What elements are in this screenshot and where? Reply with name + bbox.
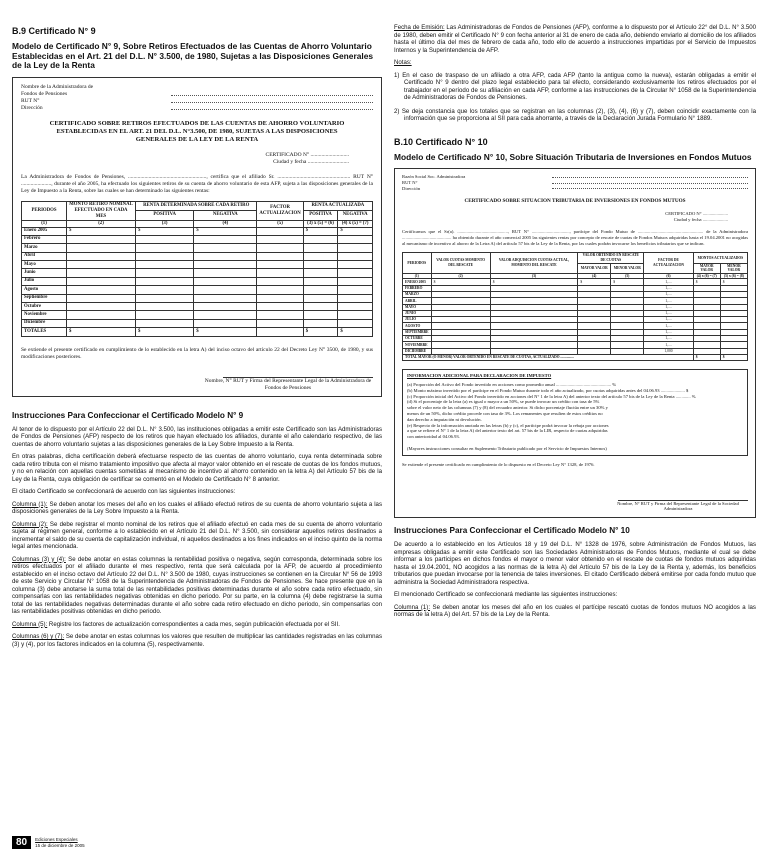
section-label-b9: B.9 Certificado N° 9 [12, 26, 96, 36]
value-cell: $ [578, 279, 611, 285]
value-cell [136, 235, 194, 243]
period-cell: OCTUBRE [403, 336, 432, 342]
th-col-num: (4) [194, 220, 257, 227]
cert10-intro: Certificamos que el Sr(a). ............................................, RUT N° ................................., partícipe del Fondo Mutuo de ......................................................... de la Administradora ........................................... ha obtenido durante el año comercial 2005 las siguientes rentas por concepto de rescate de cuotas de Fondos Mutuos adquiridas hasta el 19.04.2001 no acogidas al mecanismo de incentivo al ahorro de la Letra A) del artículo 57 bis de la Ley de la Renta, por las cuales podrán invocarse los beneficios tributarios que se indican. [402, 228, 748, 246]
instr10-paragraph: De acuerdo a lo establecido en los Artículos 18 y 19 del D.L. N° 1328 de 1976, sobre Administración de Fondos Mutuos, las empresas obligadas a emitir este Certificado son las Sociedades Administradoras de Fondos Mutuos, mediante el cual se debe informar a los partícipes en dichos fondos el mayor o menor valor obtenido en el rescate de cuotas de fondos mutuos adquiridas hasta el 19.04.2001, NO acogidos a las normas de la letra A) del Artículo 57 bis de la Ley de la Renta y, además, los beneficios tributarios que puedan invocarse por la tenencia de tales inversiones. El citado Certificado deberá emitirse por cada fondo mutuo que administra la Sociedad Administradora respectiva. [394, 541, 756, 586]
value-cell [257, 319, 303, 327]
cert9-closing: Se extiende el presente certificado en cumplimiento de lo establecido en la letra A) del inciso octavo del artículo 22 del Decreto Ley N° 3500, de 1980, y sus modificaciones posteriores. [21, 346, 373, 360]
value-cell [338, 286, 373, 294]
instr9-column-1: Columna (1): Se deben anotar los meses del año en los cuales el afiliado efectuó retiros de su cuenta de ahorro voluntario sujeta a las disposiciones generales de la Ley Sobre Impuesto a la Renta. [12, 500, 382, 516]
table-row [22, 269, 373, 277]
th-col-num: (5) [257, 220, 303, 227]
totals-row [22, 328, 373, 336]
th-col-num: (5) x (6) = (8) [720, 273, 747, 279]
value-cell [338, 277, 373, 285]
th-mayor-act: MAYOR VALOR [693, 263, 720, 273]
value-cell: $ [720, 279, 747, 285]
instructions-title-10: Instrucciones Para Confeccionar el Certificado Modelo N° 10 [394, 526, 630, 536]
value-cell [303, 319, 338, 327]
value-cell [67, 252, 136, 260]
cert9-fields [21, 84, 373, 112]
additional-info-item: (a) Proporción del Activo del Fondo invertido en acciones como promedio anual ................................................ % [407, 382, 617, 387]
factor-cell: 1,000 [644, 348, 693, 354]
cert9-title: CERTIFICADO SOBRE RETIROS EFECTUADOS DE LAS CUENTAS DE AHORRO VOLUNTARIO ESTABLECIDAS EN EL ART. 21 DEL D.L. N°3.500, DE 1980, SUJETAS A LAS DISPOSICIONES GENERALES DE LA LEY DE LA RENTA [49, 119, 345, 143]
instr9-column-5: Columna (5): Registre los factores de actualización correspondientes a cada mes, según publicación efectuada por el SII. [12, 620, 340, 628]
th-col-num: (5) [611, 273, 644, 279]
notas-label: Notas: [394, 59, 412, 66]
value-cell [194, 277, 257, 285]
cert9-signature: Nombre, N° RUT y Firma del Representante Legal de la Administradora de Fondos de Pensiones [204, 377, 372, 391]
page-footer [12, 836, 85, 849]
value-cell [136, 261, 194, 269]
certificate-9-box [12, 77, 382, 397]
value-cell [136, 244, 194, 252]
period-cell: NOVIEMBRE [403, 342, 432, 348]
table-row [22, 311, 373, 319]
value-cell [67, 319, 136, 327]
additional-info-item: (b) Monto máximo invertido por el partícipe en el Fondo Mutuo durante todo el año actualizado, por cuotas adquiridas antes del 04.06.93 ..................... $ [407, 387, 689, 393]
period-cell: Agosto [22, 286, 67, 294]
period-cell: Abril [22, 252, 67, 260]
th-col-num: (1) [22, 220, 67, 227]
cert10-title: CERTIFICADO SOBRE SITUACION TRIBUTARIA DE INVERSIONES EN FONDOS MUTUOS [464, 198, 686, 205]
factor-cell: 1,.... [644, 285, 693, 291]
th-periodos: PERIODOS [22, 201, 67, 220]
value-cell [338, 294, 373, 302]
totals-label: TOTALES [22, 328, 67, 336]
th-montos: MONTOS ACTUALIZADOS [693, 253, 747, 263]
instr10-paragraph: El mencionado Certificado se confeccionará mediante las siguientes instrucciones: [394, 591, 618, 599]
th-menor: MENOR VALOR [611, 263, 644, 273]
value-cell [136, 303, 194, 311]
factor-cell: 1,.... [644, 304, 693, 310]
th-factor: FACTOR DE ACTUALIZACION [644, 253, 693, 273]
factor-cell: 1,.... [644, 323, 693, 329]
total-cell: $ [194, 328, 257, 336]
instr9-column-2: Columna (2): Se debe registrar el monto nominal de los retiros que el afiliado efectuó en cada mes de su cuenta de ahorro voluntario sujeta al régimen general, conforme a lo establecido en el Artículo 21 del D.L. N° 3.500, sin considerar aquellos retiros destinados a incrementar el saldo de su cuenta de capitalización individual, ni aquellos destinados a los fines indicados en el inciso quinto de la norma legal antes mencionada. [12, 520, 382, 551]
value-cell [257, 294, 303, 302]
value-cell [303, 269, 338, 277]
right-column [394, 18, 756, 624]
value-cell: $ [67, 227, 136, 235]
period-cell: Mayo [22, 261, 67, 269]
additional-info-title: INFORMACION ADICIONAL PARA DECLARACION DE IMPUESTO [407, 373, 552, 379]
cert9-number: CERTIFICADO N° ............................ [265, 151, 349, 158]
factor-cell: 1,.... [644, 279, 693, 285]
factor-cell: 1,.... [644, 317, 693, 323]
table-row [22, 261, 373, 269]
additional-info-item: (d) Si el porcentaje de la letra (a) es igual o mayor a un 50%, se puede invocar un crédito con tasa de 5% sobre el valor neto de las columnas (7) y (8) del recuadro anterior. Si dicho porcentaje fluctúa entre un 30% y menos de un 50%, dicho crédito procede con tasa de 3%. Los remanentes que resulten de estos créditos no dan derecho a imputación ni devolución. [407, 399, 608, 422]
value-cell [338, 244, 373, 252]
period-cell: JULIO [403, 317, 432, 323]
publication-name: Ediciones Especiales [35, 837, 78, 843]
instr9-paragraph: El citado Certificado se confeccionará de acuerdo con las siguientes instrucciones: [12, 488, 236, 496]
withdrawals-table [21, 201, 373, 337]
table-row [22, 286, 373, 294]
field-label: Dirección [21, 104, 43, 111]
table-row [22, 252, 373, 260]
value-cell [257, 261, 303, 269]
th-col-num: (1) [403, 273, 432, 279]
th-positiva: POSITIVA [136, 211, 194, 221]
value-cell [338, 261, 373, 269]
value-cell [194, 319, 257, 327]
th-col-num: (4) x (6) = (7) [693, 273, 720, 279]
fund-rescue-table [402, 252, 748, 361]
page-number: 80 [12, 836, 31, 849]
th-negativa: NEGATIVA [194, 211, 257, 221]
period-cell: Septiembre [22, 294, 67, 302]
notes-list [394, 72, 756, 123]
cert10-closing: Se extiende el presente certificado en cumplimiento de lo dispuesto en el Decreto Ley N° 1328, de 1976. [402, 461, 595, 467]
period-cell: DICIEMBRE [403, 348, 432, 354]
value-cell [67, 244, 136, 252]
value-cell [257, 303, 303, 311]
value-cell [303, 294, 338, 302]
value-cell [257, 252, 303, 260]
model-title-10: Modelo de Certificado N° 10, Sobre Situación Tributaria de Inversiones en Fondos Mutuos [394, 151, 752, 162]
instr9-column-6-7: Columnas (6) y (7): Se debe anotar en estas columnas los valores que resulten de multiplicar las cantidades registradas en las columnas (3) y (4), por los factores indicados en la columna (5), respectivamente. [12, 633, 382, 648]
instr9-paragraph: Al tenor de lo dispuesto por el Artículo 22 del D.L. N° 3.500, las instituciones obligadas a emitir este Certificado son las Administradoras de Fondos de Pensiones (AFP) respecto de los retiros que hayan efectuado los afiliados, durante el año calendario respectivo, de las cuentas de ahorro voluntario sujetas a las disposiciones generales de la Ley Sobre Impuesto a la Renta. [12, 425, 382, 448]
field-label: Fondos de Pensiones [21, 90, 68, 97]
th-negativa: NEGATIVA [338, 211, 373, 221]
value-cell [303, 303, 338, 311]
field-label: Dirección [402, 185, 421, 191]
value-cell [136, 252, 194, 260]
value-cell [67, 311, 136, 319]
value-cell: $ [194, 227, 257, 235]
value-cell [257, 235, 303, 243]
instructions-title-9: Instrucciones Para Confeccionar el Certificado Modelo N° 9 [12, 410, 244, 420]
value-cell [338, 303, 373, 311]
additional-info-item: (e) Respecto de la información anotada en las letras (b) y (c), el partícipe podrá invocar la rebaja por acciones a que se refiere el N° 1 de la letra A) del anterior texto del art. 57 bis de la LIR, respecto de cuotas adquiridas con anterioridad al 04.06.93. [407, 422, 609, 440]
cert9-date: Ciudad y fecha .............................. [273, 158, 349, 165]
total-cell [257, 328, 303, 336]
th-col-num: (6) [644, 273, 693, 279]
th-mayor: MAYOR VALOR [578, 263, 611, 273]
factor-cell: 1,.... [644, 291, 693, 297]
value-cell: $ [136, 227, 194, 235]
th-positiva: POSITIVA [303, 211, 338, 221]
period-cell: ENERO 2005 [403, 279, 432, 285]
value-cell [194, 311, 257, 319]
th-renta: RENTA DETERMINADA SOBRE CADA RETIRO [136, 201, 257, 211]
th-monto: MONTO RETIRO NOMINAL EFECTUADO EN CADA MES [67, 201, 136, 220]
total-cell: $ [303, 328, 338, 336]
value-cell [136, 311, 194, 319]
total-cell: $ [67, 328, 136, 336]
value-cell [194, 294, 257, 302]
value-cell: $ [490, 279, 578, 285]
value-cell: $ [693, 279, 720, 285]
value-cell [257, 286, 303, 294]
table-row [22, 294, 373, 302]
additional-info-note: (Mayores instrucciones consultar en Suplemento Tributario publicado por el Servicio de Impuestos Internos) [407, 445, 607, 451]
left-column [12, 18, 382, 653]
factor-cell: 1,.... [644, 298, 693, 304]
period-cell: Noviembre [22, 311, 67, 319]
value-cell [257, 227, 303, 235]
th-col-num: (3) x (5) = (6) [303, 220, 338, 227]
table-row [22, 227, 373, 235]
value-cell [136, 269, 194, 277]
period-cell: Junio [22, 269, 67, 277]
additional-info-item: (c) Proporción inicial del Activo del Fondo invertido en acciones del N° 1 de la letra A) del anterior texto del artículo 57 bis de la Ley de la Renta ............. % [407, 393, 696, 399]
period-cell: Marzo [22, 244, 67, 252]
value-cell [257, 244, 303, 252]
period-cell: Enero 2005 [22, 227, 67, 235]
value-cell [67, 235, 136, 243]
withdrawals-table-body [22, 227, 373, 336]
period-cell: ABRIL [403, 298, 432, 304]
th-col-num: (3) [136, 220, 194, 227]
value-cell [136, 319, 194, 327]
value-cell [194, 303, 257, 311]
table-row [22, 319, 373, 327]
instr9-column-3-4: Columnas (3) y (4): Se debe anotar en estas columnas la rentabilidad positiva o negativa, según corresponda, determinada sobre los retiros efectuados por el afiliado durante el mes respectivo, renta que será calculada por la AFP, de acuerdo al procedimiento establecido en el inciso octavo del Artículo 22 del D.L. N° 3.500 de 1980, cuyas instrucciones se contienen en la Circular N° 56 de 1993 de este Servicio y Circular N° 1058 de la Superintendencia de Administradoras de Fondos de Pensiones. Se hace presente que en la columna (3) debe anotarse la suma total de las rentabilidades positivas determinadas durante el año sobre cada retiro efectuado, sin compensarlas con las rentabilidades negativas obtenidas en dicho periodo. Por su parte, en la columna (4) debe registrarse la suma total de las rentabilidades negativas determinadas durante el año sobre cada retiro efectuado en dicho periodo, sin compensarlas con las rentabilidades positivas obtenidas en dicho periodo. [12, 555, 382, 616]
certificate-10-box [394, 168, 756, 518]
period-cell: Julio [22, 277, 67, 285]
value-cell [194, 261, 257, 269]
model-title-9: Modelo de Certificado N° 9, Sobre Retiros Efectuados de las Cuentas de Ahorro Voluntario Establecidas en el Art. 21 del D.L. N° 3.500, de 1980, Sujetas a las Disposiciones Generales de la Ley de la Renta [12, 41, 374, 70]
section-label-b10: B.10 Certificado N° 10 [394, 136, 488, 147]
period-cell: MARZO [403, 291, 432, 297]
table-row [22, 277, 373, 285]
total-cell: $ [693, 354, 720, 360]
factor-cell: 1,.... [644, 329, 693, 335]
th-valor-adq: VALOR ADQUISICION CUOTAS ACTUAL, MOMENTO DEL RESCATE [490, 253, 578, 273]
period-cell: MAYO [403, 304, 432, 310]
value-cell: $ [431, 279, 490, 285]
value-cell [338, 269, 373, 277]
value-cell [303, 252, 338, 260]
value-cell [67, 303, 136, 311]
value-cell [136, 286, 194, 294]
instr9-paragraph: En otras palabras, dicha certificación deberá efectuarse respecto de las cuentas de ahorro voluntario, cuya renta determinada sobre cada retiro tributa con el mismo tratamiento impositivo que afecta al mayor valor obtenido en el rescate de cuotas de los fondos mutuos, y no en relación con aquellas cuentas sometidas al mecanismo de incentivo al ahorro contenido en la letra A) del Artículo 57 bis de la Ley de la Renta, cuya obligación de certificar se comentó en el Modelo de Certificado N° 8 anterior. [12, 453, 382, 483]
publication-date: 15 de diciembre de 2005 [35, 842, 85, 848]
period-cell: Febrero [22, 235, 67, 243]
period-cell: Octubre [22, 303, 67, 311]
value-cell [67, 286, 136, 294]
value-cell [303, 244, 338, 252]
field-label: RUT N° [21, 97, 40, 104]
table-row [22, 244, 373, 252]
value-cell [338, 311, 373, 319]
totals-row [403, 354, 748, 360]
th-col-num: (4) [578, 273, 611, 279]
value-cell [257, 277, 303, 285]
total-cell: $ [136, 328, 194, 336]
value-cell [338, 319, 373, 327]
th-menor-act: MENOR VALOR [720, 263, 747, 273]
th-factor: FACTOR ACTUALIZACION [257, 201, 303, 220]
fecha-emision: Fecha de Emisión: Las Administradoras de Fondos de Pensiones (AFP), conforme a lo dispuesto por el Artículo 22° del D.L. N° 3.500 de 1980, deben emitir el Certificado N° 9 con fecha anterior al 31 de enero de cada año, debiendo enviarlo al domicilio de los afiliados hasta el último día del mes de febrero de cada año, todo ello de acuerdo a instrucciones impartidas por el Servicio de Impuestos Internos y la Superintendencia de AFP. [394, 24, 756, 54]
value-cell [194, 286, 257, 294]
field-label: Razón Social Soc. Administradora [402, 174, 466, 179]
value-cell [257, 269, 303, 277]
value-cell: $ [338, 227, 373, 235]
value-cell [136, 294, 194, 302]
th-col-num: (3) [490, 273, 578, 279]
instr10-column-1: Columna (1): Se deben anotar los meses del año en los cuales el partícipe rescató cuotas de fondos mutuos NO acogidos a las normas de la letra A) del Art. 57 bis de la Ley de la Renta. [394, 603, 756, 619]
cert10-date: Ciudad y fecha ...................... [673, 217, 728, 223]
value-cell [194, 244, 257, 252]
value-cell [67, 277, 136, 285]
th-renta-act: RENTA ACTUALIZADA [303, 201, 372, 211]
value-cell [303, 277, 338, 285]
cert10-number: CERTIFICADO N° ...................... [665, 211, 728, 217]
value-cell: $ [303, 227, 338, 235]
period-cell: AGOSTO [403, 323, 432, 329]
value-cell [194, 269, 257, 277]
value-cell [303, 311, 338, 319]
value-cell: $ [611, 279, 644, 285]
period-cell: SEPTIEMBRE [403, 329, 432, 335]
th-periodos: PERIODOS [403, 253, 432, 273]
value-cell [67, 294, 136, 302]
period-cell: FEBRERO [403, 285, 432, 291]
period-cell: Diciembre [22, 319, 67, 327]
value-cell [194, 235, 257, 243]
table-row [22, 235, 373, 243]
additional-info-box [402, 369, 748, 456]
value-cell [257, 311, 303, 319]
fund-rescue-table-body [403, 279, 748, 361]
value-cell [338, 252, 373, 260]
cert10-signature: Nombre, N° RUT y Firma del Representante Legal de la Sociedad Administradora [617, 500, 739, 512]
value-cell [136, 277, 194, 285]
cert10-fields [402, 174, 748, 191]
table-row [22, 303, 373, 311]
totals-label: TOTAL MAYOR (O MENOR) VALOR OBTENIDO EN RESCATE DE CUOTAS, ACTUALIZADO ............... [403, 354, 694, 360]
total-cell: $ [338, 328, 373, 336]
field-label: RUT N° [402, 179, 418, 185]
th-col-num: (4) x (5) = (7) [338, 220, 373, 227]
total-cell: $ [720, 354, 747, 360]
field-label: Nombre de la Administradora de [21, 83, 94, 90]
th-col-num: (2) [431, 273, 490, 279]
period-cell: JUNIO [403, 310, 432, 316]
note-item: 1) En el caso de traspaso de un afiliado a otra AFP, cada AFP (tanto la antigua como la nueva), estarán obligadas a emitir el Certificado N° 9 dentro del plazo legal establecido para tal efecto, considerando exclusivamente los retiros efectuados por el trabajador en el período de su afiliación en cada AFP, conforme a las instrucciones de la Circular N° 1058 de la Superintendencia de Administradoras de Fondos de Pensiones. [394, 71, 756, 101]
cert9-intro: La Administradora de Fondos de Pensiones, ........................................................., certifica que el afiliado Sr. ..................................................... RUT N° ......................, durante el año 2005, ha efectuado los siguientes retiros de su cuenta de ahorro voluntario de esta AFP, sujeta a las disposiciones generales de la Ley de Impuesto a la Renta, sobre las cuales se han determinado las siguientes rentas: [21, 173, 373, 194]
factor-cell: 1,.... [644, 342, 693, 348]
factor-cell: 1,.... [644, 310, 693, 316]
value-cell [67, 269, 136, 277]
value-cell [303, 261, 338, 269]
value-cell [194, 252, 257, 260]
value-cell [303, 235, 338, 243]
th-valor-cuotas: VALOR CUOTAS MOMENTO DEL RESCATE [431, 253, 490, 273]
factor-cell: 1,.... [644, 336, 693, 342]
note-item: 2) Se deja constancia que los totales que se registran en las columnas (2), (3), (4), (6) y (7), deben coincidir exactamente con la información que se proporciona al SII para cada ahorrante, a través de la Declaración Jurada Formulario N° 1889. [394, 107, 756, 122]
value-cell [67, 261, 136, 269]
th-col-num: (2) [67, 220, 136, 227]
value-cell [303, 286, 338, 294]
th-valor-obtenido: VALOR OBTENIDO EN RESCATE DE CUOTAS [578, 253, 644, 263]
value-cell [338, 235, 373, 243]
